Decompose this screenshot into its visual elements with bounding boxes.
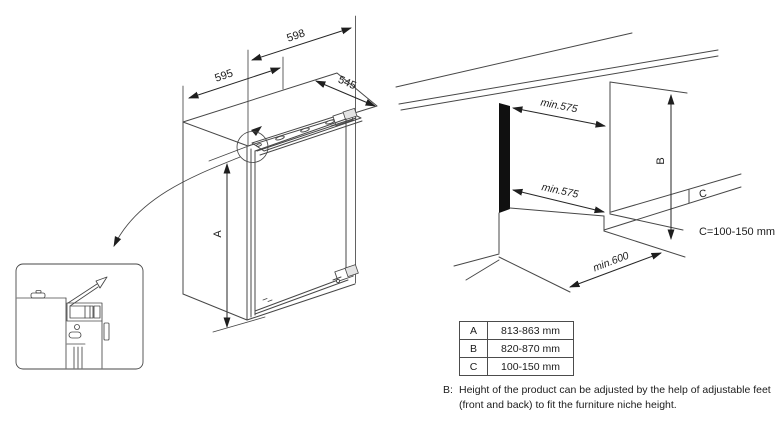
fridge-isometric-drawing <box>183 73 377 320</box>
dim-598-label: 598 <box>285 27 307 45</box>
table-row <box>460 340 574 358</box>
dim-value: 813-863 mm <box>488 322 574 340</box>
niche-dimension-arrows <box>513 95 671 287</box>
dim-key: C <box>460 358 488 376</box>
dim-a-label: A <box>212 230 224 238</box>
niche-side-panel <box>499 103 510 213</box>
dim-key: B <box>460 340 488 358</box>
dim-value: 100-150 mm <box>488 358 574 376</box>
dim-b-label: B <box>655 157 667 165</box>
plinth-c-label: C <box>698 187 708 201</box>
rail-direction-arrow <box>251 126 262 136</box>
detail-circle <box>237 132 268 163</box>
note-line2: (front and back) to fit the furniture niche height. <box>459 399 677 411</box>
floor-depth-label: min.600 <box>591 249 631 275</box>
note-line1: Height of the product can be adjusted by the help of adjustable feet <box>459 384 771 396</box>
niche-depth-bottom-label: min.575 <box>540 181 580 201</box>
dim-key: A <box>460 322 488 340</box>
niche-depth-top-label: min.575 <box>539 96 579 116</box>
adjustable-feet-note <box>443 383 771 413</box>
detail-box <box>16 264 143 369</box>
table-row <box>460 358 574 376</box>
dim-value: 820-870 mm <box>488 340 574 358</box>
dim-595-label: 595 <box>213 67 235 85</box>
dimensions-table <box>459 321 574 376</box>
hinge-detail-callout <box>16 132 268 370</box>
dim-595-arrow <box>189 68 280 98</box>
fridge-extension-lines <box>183 16 356 332</box>
note-text <box>459 383 771 413</box>
dim-545-label: 545 <box>336 73 358 93</box>
table-row <box>460 322 574 340</box>
plinth-range-label: C=100-150 mm <box>698 226 776 238</box>
note-prefix: B: <box>443 384 453 396</box>
niche-drawing <box>396 33 741 292</box>
